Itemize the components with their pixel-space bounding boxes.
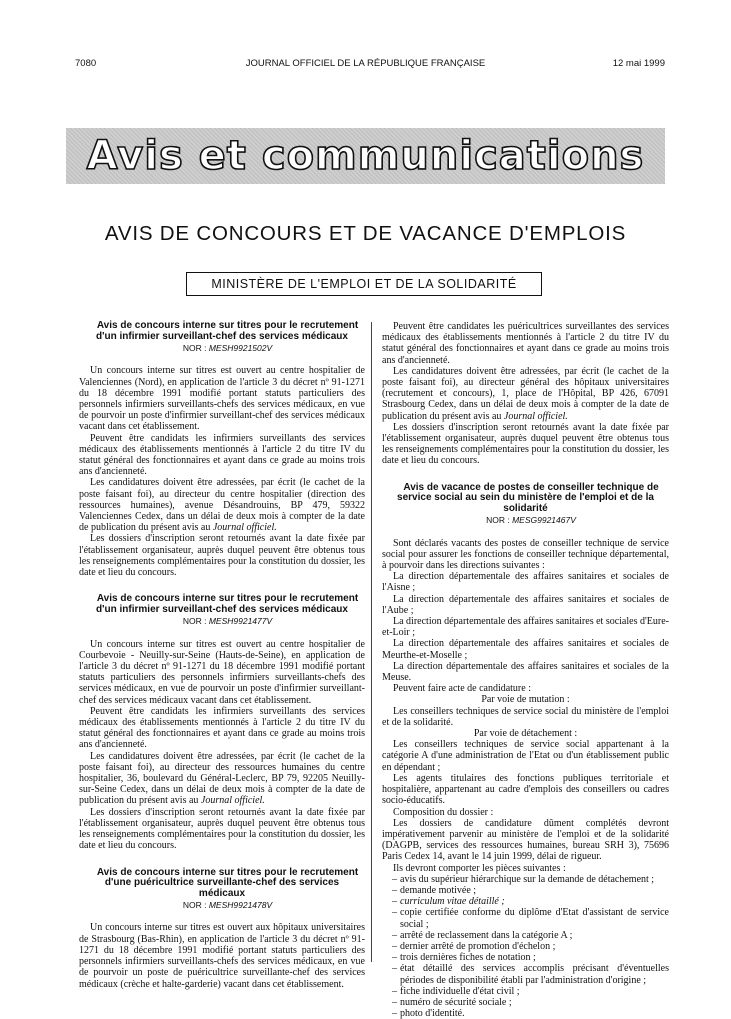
paragraph: Les dossiers d'inscription seront retournés avant la date fixée par l'établissement organisateur, auprès duquel peuvent être obtenus tous les renseignements complémentaires pour la constitution du dossier, les date et lieu du concours. [382,421,669,467]
ministry-name: MINISTÈRE DE L'EMPLOI ET DE LA SOLIDARITÉ [211,277,517,291]
page-number: 7080 [75,58,97,69]
paragraph: Un concours interne sur titres est ouvert au centre hospitalier de Courbevoie - Neuilly-sur-Seine (Hauts-de-Seine), en application de l'article 3 du décret nº 91-1271 du 18 décembre 1991 modifié portant statuts particuliers des personnels infirmiers surveillants-chefs des services médicaux, en vue de pourvoir un poste d'infirmier surveillant-chef des services médicaux vacant dans cet établissement. [79,638,365,706]
paragraph: La direction départementale des affaires sanitaires et sociales de la Meuse. [382,660,669,684]
journal-title: JOURNAL OFFICIEL DE LA RÉPUBLIQUE FRANÇAISE [245,58,486,69]
nor-reference: NOR : MESH9921477V [182,616,273,627]
list-item: – numéro de sécurité sociale ; [392,997,669,1008]
list-item: – trois dernières fiches de notation ; [392,952,669,963]
paragraph: Les dossiers de candidature dûment complétés devront impérativement parvenir au ministère de l'emploi et de la solidarité (DAGPB, services des ressources humaines, bureau SRH 3), 75696 Paris Cedex 14, avant le 14 juin 1999, délai de rigueur. [382,817,669,863]
notice [79,594,365,851]
paragraph: Peuvent faire acte de candidature : [393,683,531,695]
paragraph: Les candidatures doivent être adressées, par écrit (le cachet de la poste faisant foi), au directeur général des hôpitaux universitaires (recrutement et concours), 1, place de l'Hôpital, BP 426, 67091 Strasbourg Cedex, dans un délai de deux mois à compter de la date de publication du présent avis au Journal officiel. [382,365,669,422]
nor-reference: NOR : MESG9921467V [486,515,576,526]
paragraph: La direction départementale des affaires sanitaires et sociales de l'Aisne ; [382,571,669,594]
list-item: – demande motivée ; [392,885,669,896]
paragraph: Un concours interne sur titres est ouvert aux hôpitaux universitaires de Strasbourg (Bas-Rhin), en application de l'article 3 du décret nº 91-1271 du 18 décembre 1991 modifié portant statuts particuliers des personnels infirmiers surveillants-chefs des services médicaux, en vue de pourvoir un poste de puéricultrice surveillante-chef des services médicaux (crèche et halte-garderie) vacant dans cet établissement. [79,922,365,990]
list-item: – copie certifiée conforme du diplôme d'Etat d'assistant de service social ; [392,907,669,929]
list-item: – état détaillé des services accomplis précisant d'éventuelles périodes de disponibilité établi par l'administration d'origine ; [392,963,669,985]
right-column [382,321,669,1019]
paragraph: Peuvent être candidats les infirmiers surveillants des services médicaux des établissements mentionnés à l'article 2 du titre IV du statut général des fonctionnaires et ayant dans ce grade au moins trois ans d'ancienneté. [79,705,365,751]
notice [79,321,365,578]
section-title: AVIS DE CONCOURS ET DE VACANCE D'EMPLOIS [104,222,627,245]
page-header [0,58,731,72]
paragraph: Peuvent être candidates les puéricultrices surveillantes des services médicaux des établissements mentionnés à l'article 2 du titre IV du statut général des fonctionnaires et ayant dans ce grade au moins trois ans d'ancienneté. [382,321,669,366]
notice [79,868,365,990]
paragraph: La direction départementale des affaires sanitaires et sociales de Meurthe-et-Moselle ; [382,638,669,661]
paragraph: Les candidatures doivent être adressées, par écrit (le cachet de la poste faisant foi), au directeur du centre hospitalier (direction des ressources humaines), avenue Désandrouins, BP 479, 59322 Valenciennes Cedex, dans un délai de deux mois à compter de la date de publication du présent avis au Journal officiel. [79,477,365,534]
paragraph: Peuvent être candidats les infirmiers surveillants des services médicaux des établissements mentionnés à l'article 2 du titre IV du statut général des fonctionnaires et ayant dans ce grade au moins trois ans d'ancienneté. [79,432,365,478]
paragraph: Les conseillers techniques de service social appartenant à la catégorie A d'une administration de l'Etat ou d'un établissement public en dépendant ; [382,739,669,773]
notice-title: Avis de concours interne sur titres pour le recrutement d'un infirmier surveillant-chef des services médicaux [96,320,359,342]
notice [382,483,669,1019]
document-list [382,874,669,1019]
column-divider [371,322,372,962]
notice-title: Avis de concours interne sur titres pour le recrutement d'une puéricultrice surveillante-chef des services médicaux [96,866,359,899]
paragraph: Un concours interne sur titres est ouvert au centre hospitalier de Valenciennes (Nord), en application de l'article 3 du décret nº 91-1271 du 18 décembre 1991 modifié portant statuts particuliers des personnels infirmiers surveillants-chefs des services médicaux, en vue de pourvoir un poste d'infirmier surveillant-chef des services médicaux vacant dans cet établissement. [79,365,365,433]
list-item: – curriculum vitae détaillé ; [392,896,669,907]
nor-reference: NOR : MESH9921502V [182,343,273,354]
paragraph: Composition du dossier : [393,806,494,818]
list-item: – fiche individuelle d'état civil ; [392,986,669,997]
publication-date: 12 mai 1999 [612,58,665,69]
paragraph: Les agents titulaires des fonctions publiques territoriale et hospitalière, appartenant au cadre d'emplois des conseillers ou cadres socio-éducatifs. [382,772,669,807]
notice-title: Avis de vacance de postes de conseiller technique de service social au sein du ministère de l'emploi et de la solidarité [397,481,659,514]
paragraph: Les dossiers d'inscription seront retournés avant la date fixée par l'établissement organisateur, auprès duquel peuvent être obtenus tous les renseignements complémentaires pour la constitution du dossier, les date et lieu du concours. [79,806,365,852]
paragraph: Sont déclarés vacants des postes de conseiller technique de service social pour assurer les fonctions de conseiller technique départemental, à pourvoir dans les directions suivantes : [382,537,669,572]
paragraph: La direction départementale des affaires sanitaires et sociales d'Eure-et-Loir ; [382,616,669,639]
list-item: – avis du supérieur hiérarchique sur la demande de détachement ; [392,874,669,885]
paragraph: Les conseillers techniques de service social du ministère de l'emploi et de la solidarité. [382,705,669,728]
notice-title: Avis de concours interne sur titres pour le recrutement d'un infirmier surveillant-chef des services médicaux [96,593,359,615]
subheading: Par voie de mutation : [481,694,570,706]
paragraph: Les candidatures doivent être adressées, par écrit (le cachet de la poste faisant foi), au directeur des ressources humaines du centre hospitalier, 36, boulevard du Général-Leclerc, BP 79, 92205 Neuilly-sur-Seine Cedex, dans un délai de deux mois à compter de la date de publication du présent avis au Journal officiel. [79,750,365,807]
section-banner [66,128,665,184]
list-item: – photo d'identité. [392,1008,669,1019]
list-item: – arrêté de reclassement dans la catégorie A ; [392,930,669,941]
subheading: Par voie de détachement : [473,728,578,740]
left-column [79,321,365,990]
banner-text: Avis et communications [86,133,645,179]
paragraph: La direction départementale des affaires sanitaires et sociales de l'Aube ; [382,593,669,616]
paragraph: Ils devront comporter les pièces suivantes : [393,862,566,874]
paragraph: Les dossiers d'inscription seront retournés avant la date fixée par l'établissement organisateur, auprès duquel peuvent être obtenus tous les renseignements complémentaires pour la constitution du dossier, les date et lieu du concours. [79,533,365,579]
list-item: – dernier arrêté de promotion d'échelon ; [392,941,669,952]
ministry-box [186,272,542,296]
nor-reference: NOR : MESH9921478V [182,900,273,911]
